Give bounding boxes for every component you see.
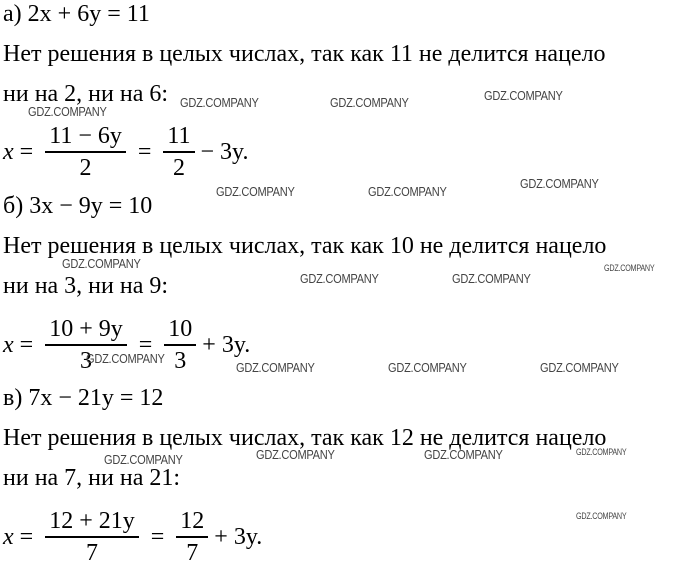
- problem-c-frac2-denominator: 7: [186, 539, 199, 566]
- watermark: GDZ.COMPANY: [484, 88, 563, 103]
- problem-a-equation: 2x + 6y = 11: [27, 1, 150, 27]
- problem-a-tail: − 3y.: [200, 138, 249, 165]
- watermark: GDZ.COMPANY: [180, 95, 259, 110]
- watermark: GDZ.COMPANY: [520, 176, 599, 191]
- problem-c-frac2-numerator: 12: [180, 508, 205, 535]
- watermark: GDZ.COMPANY: [86, 351, 165, 366]
- problem-c-explanation-line2: ни на 7, ни на 21:: [3, 465, 181, 491]
- problem-b-equation: 3x − 9y = 10: [29, 193, 153, 219]
- problem-b-frac2-numerator: 10: [168, 316, 193, 343]
- problem-c-frac1-denominator: 7: [85, 539, 98, 566]
- problem-c-fraction-1: [45, 506, 139, 568]
- problem-c-fraction-2: [176, 506, 208, 568]
- watermark: GDZ.COMPANY: [330, 95, 409, 110]
- watermark: GDZ.COMPANY: [540, 360, 619, 375]
- problem-a-label: а): [3, 1, 22, 27]
- watermark: GDZ.COMPANY: [576, 447, 627, 457]
- problem-c-label: в): [3, 385, 23, 411]
- problem-a-lhs: x: [3, 138, 14, 165]
- problem-a-header: [3, 0, 150, 28]
- watermark: GDZ.COMPANY: [300, 271, 379, 286]
- problem-c-lhs: x: [3, 523, 14, 550]
- problem-b-fraction-2: [164, 314, 196, 376]
- problem-b-fraction-1: [45, 314, 127, 376]
- watermark: GDZ.COMPANY: [388, 360, 467, 375]
- problem-b-frac1-denominator: 3: [79, 347, 92, 374]
- watermark: GDZ.COMPANY: [604, 263, 655, 273]
- watermark: GDZ.COMPANY: [216, 184, 295, 199]
- watermark: GDZ.COMPANY: [62, 256, 141, 271]
- problem-a-frac1-denominator: 2: [79, 154, 92, 181]
- watermark: GDZ.COMPANY: [28, 104, 107, 119]
- watermark: GDZ.COMPANY: [424, 447, 503, 462]
- problem-a-solution: x = $\frac{11 - 6y}{2}$ = $\frac{11}{2}$ − 3y.: [3, 123, 249, 181]
- problem-b-solution: x = $\frac{10 + 9y}{3}$ = $\frac{10}{3}$ + 3y.: [3, 316, 251, 374]
- problem-a-fraction-1: [45, 121, 126, 183]
- watermark: GDZ.COMPANY: [452, 271, 531, 286]
- problem-c-frac1-numerator: 12 + 21y: [49, 508, 135, 535]
- problem-b-lhs: x: [3, 331, 14, 358]
- problem-c-explanation-line1: Нет решения в целых числах, так как 12 не делится нацело: [3, 425, 607, 451]
- problem-a-frac1-numerator: 11 − 6y: [49, 123, 122, 150]
- watermark: GDZ.COMPANY: [368, 184, 447, 199]
- watermark: GDZ.COMPANY: [256, 447, 335, 462]
- problem-b-label: б): [3, 193, 24, 219]
- watermark: GDZ.COMPANY: [236, 360, 315, 375]
- problem-b-explanation-line1: Нет решения в целых числах, так как 10 не делится нацело: [3, 233, 607, 259]
- problem-b-explanation-line2: ни на 3, ни на 9:: [3, 273, 169, 299]
- problem-c-solution: x = $\frac{12 + 21y}{7}$ = $\frac{12}{7}$ + 3y.: [3, 508, 263, 566]
- problem-c-header: [3, 384, 163, 412]
- problem-c-tail: + 3y.: [214, 523, 263, 550]
- problem-a-frac2-denominator: 2: [172, 154, 185, 181]
- problem-a-frac2-numerator: 11: [167, 123, 191, 150]
- problem-b-header: [3, 192, 152, 220]
- watermark: GDZ.COMPANY: [104, 452, 183, 467]
- problem-b-tail: + 3y.: [202, 331, 251, 358]
- problem-a-fraction-2: [163, 121, 194, 183]
- problem-b-frac1-numerator: 10 + 9y: [49, 316, 123, 343]
- problem-a-explanation-line2: ни на 2, ни на 6:: [3, 81, 169, 107]
- watermark: GDZ.COMPANY: [576, 511, 627, 521]
- problem-b-frac2-denominator: 3: [174, 347, 187, 374]
- problem-a-explanation-line1: Нет решения в целых числах, так как 11 не делится нацело: [3, 41, 606, 67]
- problem-c-equation: 7x − 21y = 12: [28, 385, 164, 411]
